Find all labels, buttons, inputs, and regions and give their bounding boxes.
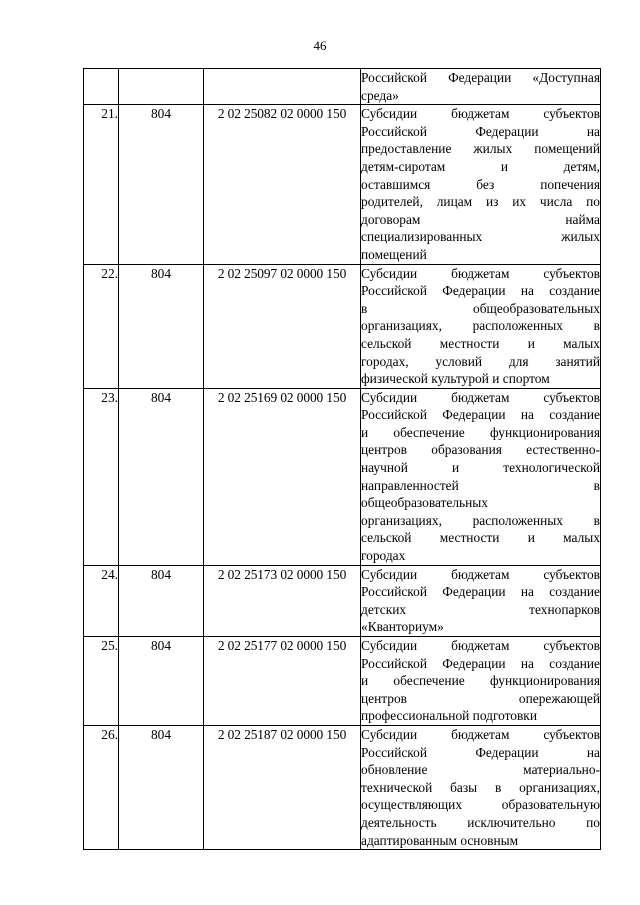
table-row [84, 388, 601, 565]
revenue-name-line: направленностей в [361, 477, 600, 493]
budget-code-cell: 2 02 25169 02 0000 150 [204, 388, 361, 565]
revenue-name-line: Российской Федерации на создание [361, 407, 600, 423]
revenue-name-line: Субсидии бюджетам субъектов [361, 726, 600, 742]
revenue-name-cell [361, 725, 601, 849]
revenue-name-line: сельской местности и малых [361, 335, 600, 351]
budget-code-cell: 2 02 25097 02 0000 150 [204, 264, 361, 388]
revenue-name-line: деятельность исключительно по [361, 814, 600, 830]
revenue-name-cell [361, 105, 601, 264]
row-number-cell: 22. [84, 264, 119, 388]
revenue-name-line: среда» [361, 87, 399, 103]
revenue-name-line: договорам найма [361, 211, 600, 227]
table-row [84, 637, 601, 726]
revenue-name-cell [361, 388, 601, 565]
revenue-name-cell [361, 565, 601, 636]
revenue-name-line: детям-сиротам и детям, [361, 158, 600, 174]
row-number-cell [84, 69, 119, 105]
admin-code-cell: 804 [119, 105, 204, 264]
revenue-name-cell [361, 264, 601, 388]
admin-code-cell: 804 [119, 725, 204, 849]
revenue-name-line: «Кванториум» [361, 619, 444, 635]
revenue-name-cell [361, 637, 601, 726]
revenue-name-line: Российской Федерации на [361, 123, 600, 139]
revenue-name-line: городах, условий для занятий [361, 353, 600, 369]
budget-code-cell [204, 69, 361, 105]
revenue-name-line: общеобразовательных [361, 495, 489, 511]
revenue-name-line: Субсидии бюджетам субъектов [361, 566, 600, 582]
revenue-name-line: специализированных жилых [361, 229, 600, 245]
admin-code-cell: 804 [119, 388, 204, 565]
row-number-cell: 25. [84, 637, 119, 726]
budget-table [83, 68, 601, 850]
budget-code-cell: 2 02 25187 02 0000 150 [204, 725, 361, 849]
table-row [84, 725, 601, 849]
revenue-name-line: технической базы в организациях, [361, 779, 600, 795]
revenue-name-line: Субсидии бюджетам субъектов [361, 106, 600, 122]
revenue-name-line: центров образования естественно- [361, 442, 600, 458]
row-number-cell: 21. [84, 105, 119, 264]
table-body [84, 69, 601, 850]
revenue-name-line: адаптированным основным [361, 832, 519, 848]
table-row [84, 565, 601, 636]
revenue-name-line: профессиональной подготовки [361, 708, 537, 724]
admin-code-cell: 804 [119, 264, 204, 388]
revenue-name-line: помещений [361, 246, 427, 262]
revenue-name-line: и обеспечение функционирования [361, 673, 600, 689]
admin-code-cell: 804 [119, 637, 204, 726]
row-number-cell: 26. [84, 725, 119, 849]
table-row [84, 105, 601, 264]
revenue-name-line: и обеспечение функционирования [361, 424, 600, 440]
revenue-name-line: центров опережающей [361, 690, 600, 706]
table-row [84, 69, 601, 105]
revenue-name-line: городах [361, 548, 406, 564]
budget-code-cell: 2 02 25082 02 0000 150 [204, 105, 361, 264]
admin-code-cell [119, 69, 204, 105]
revenue-name-line: Российской Федерации на создание [361, 655, 600, 671]
row-number-cell: 24. [84, 565, 119, 636]
revenue-name-line: организациях, расположенных в [361, 512, 600, 528]
revenue-name-cell [361, 69, 601, 105]
revenue-name-line: Российской Федерации на [361, 744, 600, 760]
revenue-name-line: предоставление жилых помещений [361, 141, 600, 157]
page-number: 46 [313, 38, 327, 53]
budget-code-cell: 2 02 25177 02 0000 150 [204, 637, 361, 726]
revenue-name-line: Российской Федерации на создание [361, 584, 600, 600]
revenue-name-line: детских технопарков [361, 601, 600, 617]
revenue-name-line: организациях, расположенных в [361, 318, 600, 334]
revenue-name-line: в общеобразовательных [361, 300, 600, 316]
revenue-name-line: Российской Федерации на создание [361, 283, 600, 299]
revenue-name-line: Российской Федерации «Доступная [361, 70, 600, 85]
budget-code-cell: 2 02 25173 02 0000 150 [204, 565, 361, 636]
revenue-name-line: Субсидии бюджетам субъектов [361, 389, 600, 405]
row-number-cell: 23. [84, 388, 119, 565]
revenue-name-line: сельской местности и малых [361, 530, 600, 546]
revenue-name-line: оставшимся без попечения [361, 176, 600, 192]
revenue-name-line: Субсидии бюджетам субъектов [361, 265, 600, 281]
revenue-name-line: физической культурой и спортом [361, 371, 550, 387]
revenue-name-line: Субсидии бюджетам субъектов [361, 638, 600, 653]
revenue-name-line: родителей, лицам из их числа по [361, 194, 600, 210]
revenue-name-line: обновление материально- [361, 762, 600, 778]
revenue-name-line: научной и технологической [361, 460, 600, 476]
admin-code-cell: 804 [119, 565, 204, 636]
table-row [84, 264, 601, 388]
revenue-name-line: осуществляющих образовательную [361, 797, 600, 813]
